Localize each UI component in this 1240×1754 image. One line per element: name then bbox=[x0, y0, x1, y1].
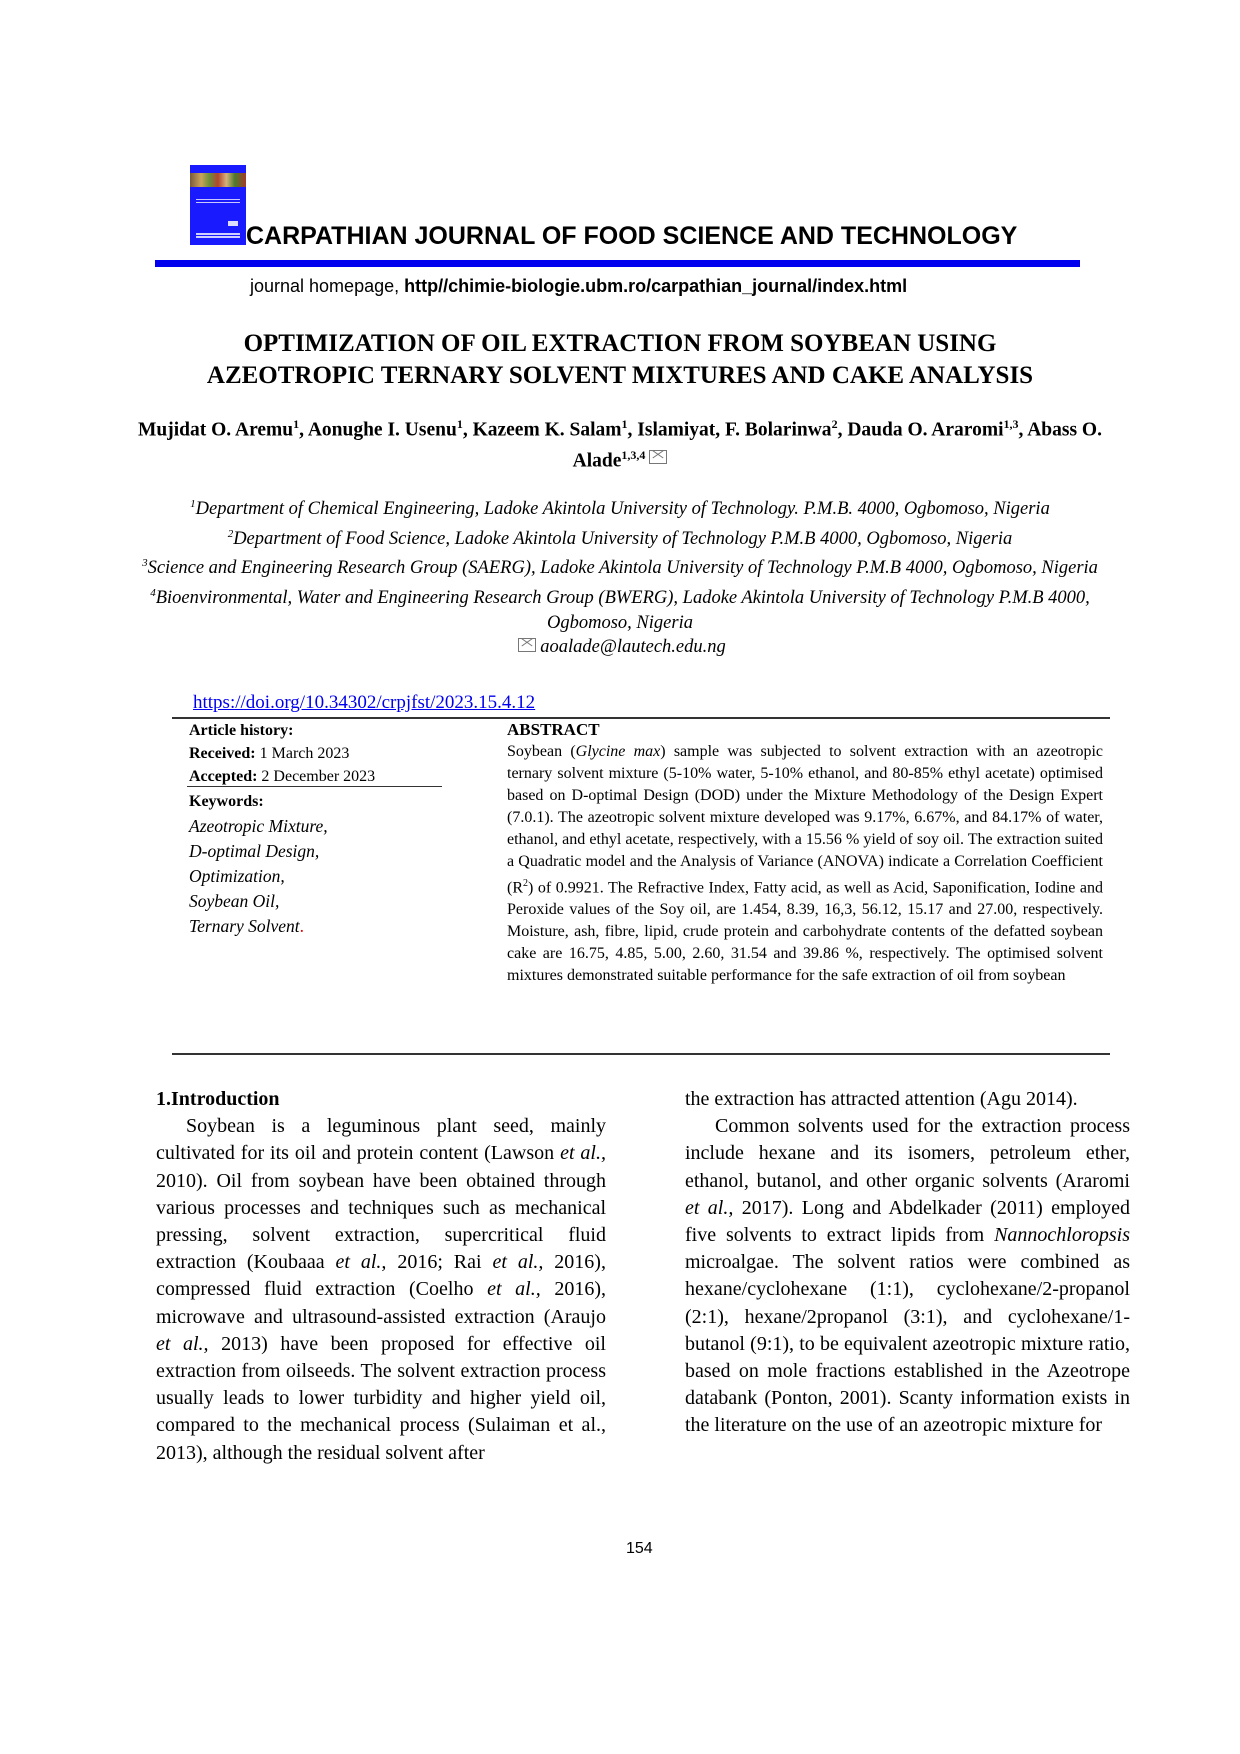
affiliation-number: 1 bbox=[190, 498, 196, 510]
divider-history bbox=[187, 786, 442, 787]
accepted-date bbox=[189, 765, 459, 788]
affiliation-1 bbox=[140, 492, 1100, 522]
affiliation-number: 2 bbox=[227, 527, 234, 540]
body-column-left bbox=[156, 1086, 606, 1467]
author-separator: , bbox=[1018, 419, 1028, 441]
author-affiliation-mark: 1 bbox=[456, 417, 463, 431]
journal-title: CARPATHIAN JOURNAL OF FOOD SCIENCE AND TECHNOLOGY bbox=[246, 222, 1018, 250]
text-run: Common solvents used for the extraction process include hexane and its isomers, petroleum ether, ethanol, butanol, and other organic solvents (Araromi bbox=[685, 1115, 1130, 1192]
body-column-right bbox=[685, 1086, 1130, 1440]
author-separator: , bbox=[837, 419, 848, 441]
keyword: Soybean Oil, bbox=[189, 891, 280, 911]
homepage-link[interactable]: http//chimie-biologie.ubm.ro/carpathian_journal/index.html bbox=[404, 276, 908, 296]
citation-etal: et al., bbox=[560, 1142, 606, 1165]
journal-homepage bbox=[250, 276, 1050, 297]
paragraph bbox=[156, 1113, 606, 1467]
received-label: Received: bbox=[189, 745, 256, 762]
abstract-body bbox=[507, 741, 1103, 987]
section-heading: 1.Introduction bbox=[156, 1088, 280, 1110]
author: Abass O. Alade bbox=[572, 419, 1102, 471]
affiliation-text: Bioenvironmental, Water and Engineering Research Group (BWERG), Ladoke Akintola University of Technology P.M.B 4000, Ogbomoso, Nigeria bbox=[155, 588, 1090, 633]
envelope-icon bbox=[518, 638, 536, 652]
keywords bbox=[189, 789, 459, 939]
keyword-period: . bbox=[299, 916, 305, 936]
affiliation-text: Science and Engineering Research Group (SAERG), Ladoke Akintola University of Technology P.M.B 4000, Ogbomoso, Nigeria bbox=[147, 558, 1098, 579]
email-address[interactable]: aoalade@lautech.edu.ng bbox=[540, 637, 726, 658]
keyword: Optimization, bbox=[189, 866, 285, 886]
citation-etal: et al., bbox=[685, 1196, 734, 1219]
author-affiliation-mark: 2 bbox=[831, 417, 838, 431]
header-rule bbox=[155, 260, 1080, 267]
citation-etal: et al., bbox=[492, 1251, 544, 1274]
paper-title-line-1: OPTIMIZATION OF OIL EXTRACTION FROM SOYBEAN USING bbox=[243, 330, 997, 357]
species-name: Nannochloropsis bbox=[994, 1224, 1130, 1247]
abstract bbox=[507, 719, 1103, 987]
accepted-label: Accepted: bbox=[189, 768, 258, 785]
text-run: 2013) have been proposed for effective oil extraction from oilseeds. The solvent extraction process usually leads to lower turbidity and higher yield oil, compared to the mechanical process (Sulaiman et al., 2013), although the residual solvent after bbox=[156, 1332, 606, 1464]
paragraph-continued: the extraction has attracted attention (Agu 2014). bbox=[685, 1088, 1078, 1110]
citation-etal: et al., bbox=[335, 1251, 387, 1274]
affiliation-text: Department of Chemical Engineering, Ladoke Akintola University of Technology. P.M.B. 4000, Ogbomoso, Nigeria bbox=[195, 499, 1050, 520]
article-history bbox=[189, 719, 459, 788]
author-affiliation-mark: 1,3 bbox=[1003, 417, 1019, 431]
abstract-text: ) of 0.9921. The Refractive Index, Fatty acid, as well as Acid, Saponification, Iodine and Peroxide values of the Soy oil, are 1.454, 8.39, 16,3, 56.12, 15.17 and 27.00, respectively. Moisture, ash, fibre, lipid, crude protein and carbohydrate contents of the defatted soybean cake are 16.75, 4.85, 5.00, 2.60, 31.54 and 39.86 %, respectively. The optimised solvent mixtures demonstrated suitable performance for the safe extraction of oil from soybean bbox=[507, 879, 1103, 985]
journal-cover-image bbox=[190, 165, 246, 245]
affiliation-4 bbox=[140, 581, 1100, 635]
author-list bbox=[130, 412, 1110, 473]
keyword: Ternary Solvent bbox=[189, 916, 300, 936]
paragraph bbox=[685, 1113, 1130, 1439]
abstract-heading: ABSTRACT bbox=[507, 720, 600, 739]
author: Kazeem K. Salam bbox=[472, 419, 622, 441]
text-run: 2016; Rai bbox=[386, 1251, 493, 1274]
text-run: 2016), microwave and ultrasound-assisted extraction (Araujo bbox=[156, 1278, 606, 1328]
author-separator: , bbox=[627, 419, 638, 441]
divider-bottom bbox=[172, 1053, 1110, 1055]
cover-publisher-lines bbox=[196, 233, 240, 235]
author-affiliation-mark: 1 bbox=[621, 417, 628, 431]
abstract-text: ) sample was subjected to solvent extraction with an azeotropic ternary solvent mixture (5-10% water, 5-10% ethanol, and 80-85% ethyl acetate) optimised based on D-optimal Design (DOD) under the Mixture Methodology of the Design Expert (7.0.1). The azeotropic solvent mixture developed was 9.17%, 6.67%, and 84.17% of water, ethanol, and ethyl acetate, respectively, with a 15.56 % yield of soy oil. The extraction suited a Quadratic model and the Analysis of Variance (ANOVA) indicate a Correlation Coefficient (R bbox=[507, 743, 1103, 897]
history-heading-text: Article history: bbox=[189, 722, 294, 739]
author: Aonughe I. Usenu bbox=[307, 419, 457, 441]
affiliations bbox=[140, 492, 1100, 660]
citation-etal: et al., bbox=[487, 1278, 541, 1301]
paper-title-line-2: AZEOTROPIC TERNARY SOLVENT MIXTURES AND CAKE ANALYSIS bbox=[206, 362, 1034, 389]
affiliation-3 bbox=[140, 551, 1100, 581]
citation-etal: et al., bbox=[156, 1332, 209, 1355]
accepted-value: 2 December 2023 bbox=[261, 768, 376, 785]
text-run: microalgae. The solvent ratios were combined as hexane/cyclohexane (1:1), cyclohexane/2-propanol (2:1), hexane/2propanol (3:1), and cyclohexane/1- butanol (9:1), to be equivalent azeotropic mixture ratio, based on mole fractions established in the Azeotrope databank (Ponton, 2001). Scanty information exists in the literature on the use of an azeotropic mixture for bbox=[685, 1251, 1130, 1437]
author-affiliation-mark: 1,3,4 bbox=[621, 447, 646, 462]
cover-volume-mark bbox=[228, 221, 238, 226]
keyword-last bbox=[189, 914, 459, 939]
homepage-label: journal homepage, bbox=[250, 276, 405, 296]
text-run: 2010). Oil from soybean have been obtained through various processes and techniques such as mechanical pressing, solvent extraction, supercritical fluid extraction (Koubaaa bbox=[156, 1169, 606, 1274]
author-separator: , bbox=[462, 419, 473, 441]
text-run: 2016), compressed fluid extraction (Coelho bbox=[156, 1251, 606, 1301]
author-affiliation-mark: 1 bbox=[293, 417, 300, 431]
text-run: Soybean is a leguminous plant seed, mainly cultivated for its oil and protein content (Lawson bbox=[156, 1115, 606, 1165]
received-value: 1 March 2023 bbox=[259, 745, 350, 762]
affiliation-text: Department of Food Science, Ladoke Akintola University of Technology P.M.B 4000, Ogbomoso, Nigeria bbox=[233, 528, 1013, 549]
author: Mujidat O. Aremu bbox=[138, 419, 294, 441]
affiliation-number: 3 bbox=[142, 557, 148, 570]
author-separator: , bbox=[299, 419, 308, 441]
keyword: Azeotropic Mixture, bbox=[189, 816, 328, 836]
history-heading bbox=[189, 719, 459, 742]
received-date bbox=[189, 742, 459, 765]
author: Dauda O. Araromi bbox=[847, 419, 1004, 441]
cover-photo-strip bbox=[190, 173, 246, 187]
affiliation-2 bbox=[140, 522, 1100, 552]
keywords-heading: Keywords: bbox=[189, 793, 264, 810]
keyword: D-optimal Design, bbox=[189, 841, 320, 861]
page-number: 154 bbox=[626, 1540, 653, 1557]
doi-link[interactable]: https://doi.org/10.34302/crpjfst/2023.15.4.12 bbox=[193, 692, 536, 713]
author: Islamiyat, F. Bolarinwa bbox=[637, 419, 832, 441]
abstract-text: Soybean ( bbox=[507, 743, 576, 760]
affiliation-number: 4 bbox=[150, 586, 156, 599]
paper-title bbox=[120, 328, 1120, 392]
corresponding-email bbox=[140, 635, 1100, 660]
text-run: 2017). Long and Abdelkader (2011) employed five solvents to extract lipids from bbox=[685, 1196, 1130, 1247]
envelope-icon bbox=[649, 450, 667, 464]
cover-title-lines bbox=[196, 199, 240, 200]
species-name: Glycine max bbox=[575, 743, 661, 760]
superscript: 2 bbox=[523, 878, 528, 889]
